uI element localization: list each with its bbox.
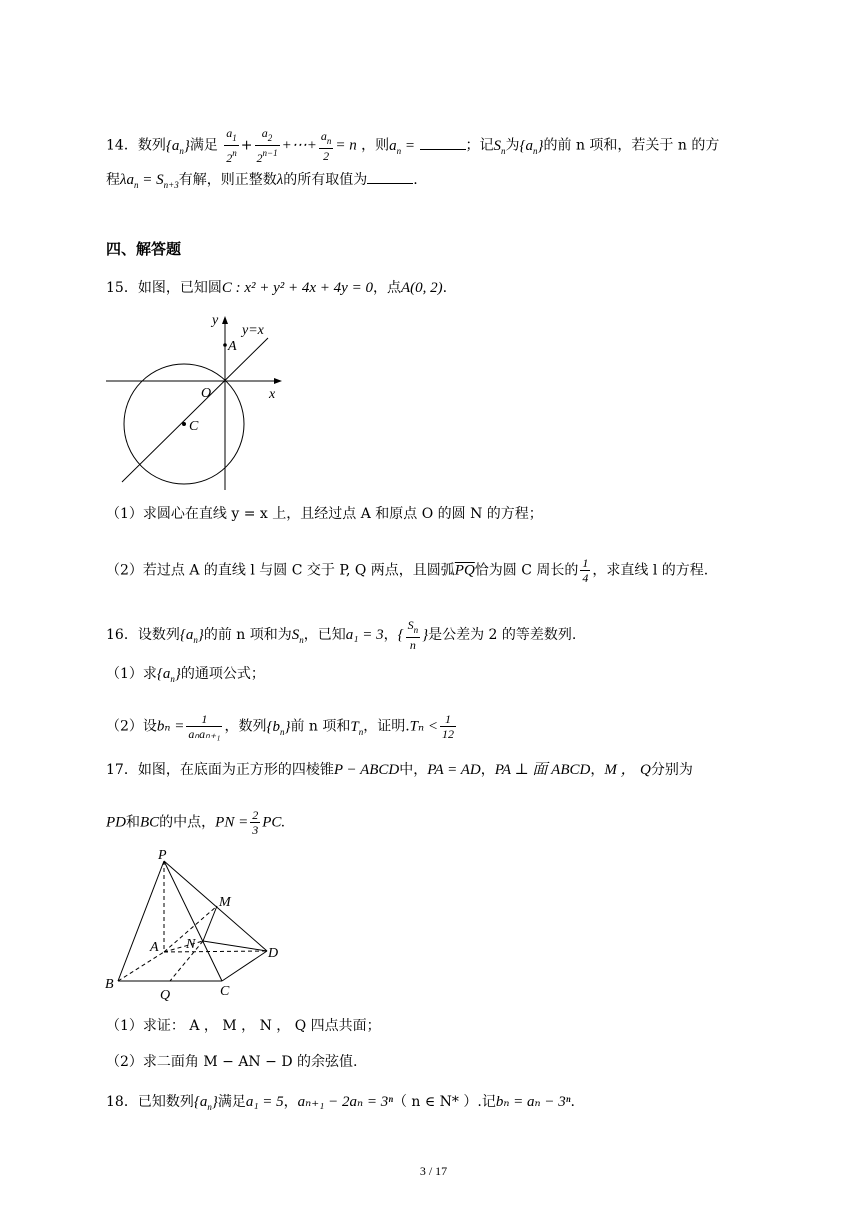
label-o: O (201, 386, 212, 401)
section-heading: 四、解答题 (106, 240, 182, 258)
seg-pd: PD (106, 814, 126, 831)
label-a: A (228, 339, 237, 354)
pn-den: 3 (252, 823, 259, 837)
label-b: B (105, 977, 114, 992)
q18-line1: 18．已知数列$\{a_n\}$满足a₁ = 5，aₙ₊₁ − 2aₙ = 3ⁿ（ n ∈ N* ）.记bₙ = aₙ − 3ⁿ. (106, 1094, 575, 1112)
frac-den: 4 (582, 571, 589, 585)
label-p: P (158, 848, 167, 863)
q14-text: 有解，则正整数 (178, 172, 277, 188)
tn-den: 12 (441, 727, 454, 741)
q16-text: 的前 n 项和为 (203, 627, 292, 643)
q16-text: 前 n 项和 (290, 718, 351, 735)
edge-pc (164, 861, 222, 981)
q17-part2: （2）求二面角 M − AN − D 的余弦值. (106, 1054, 358, 1070)
point-c-dot (182, 422, 186, 426)
pyramid: P − ABCD (333, 762, 400, 778)
bn-den: aₙaₙ₊₁ (188, 727, 221, 741)
seq-an: $\{a_n\}$ (165, 137, 190, 156)
x-arrow-icon (274, 378, 282, 384)
label-c: C (220, 984, 230, 999)
frac-quarter (580, 556, 590, 585)
q17-text: 的中点， (159, 814, 216, 831)
q14-text: ，则 (361, 137, 390, 154)
q14-text: 数列 (137, 137, 166, 154)
q17-text: 如图，在底面为正方形的四棱锥 (137, 762, 334, 778)
label-q-text: Q (640, 762, 651, 778)
q16-text: （2）设 (106, 718, 157, 735)
label-n: N (186, 937, 196, 952)
q16-text: 是公差为 2 的等差数列. (428, 627, 577, 643)
q17-figure (100, 845, 290, 1005)
pn-lhs: PN = (215, 814, 249, 831)
frac-a1: $\frac{a_1}{2^n}$ (226, 126, 237, 165)
q17-text: 中， (399, 762, 428, 778)
q15-part1: （1）求圆心在直线 y = x 上，且经过点 A 和原点 O 的圆 N 的方程； (106, 506, 543, 522)
q17-number: 17． (106, 762, 138, 778)
q18-text: 已知数列 (137, 1094, 194, 1110)
edge-ad (164, 951, 267, 952)
q14-text: ；记 (465, 137, 494, 154)
y-arrow-icon (222, 316, 228, 324)
q14-line1: 14．数列$\{a_n\}$满足 $\frac{a_1}{2^n}$ + $\frac{a_2}{2^{n-1}}$ +⋯+ $\frac{a_n}{2}$ = n ，则$a_n$ = ；记$S_n$为$\{a_n\}$的前 n 项和，若关于 n 的方 (106, 126, 720, 165)
edge-ab (118, 952, 164, 981)
frac-a2: $\frac{a_2}{2^{n-1}}$ (256, 126, 278, 165)
q18-a1: a₁ = 5 (245, 1094, 284, 1110)
q17-text: 分别为 (650, 762, 693, 778)
q16-number: 16． (106, 627, 138, 643)
q14-text: 为 (505, 137, 520, 154)
q15-line1 (106, 278, 447, 298)
q16-text: （1）求 (106, 666, 157, 682)
frac-an: $\frac{a_n}{2}$ (320, 128, 332, 163)
label-c: C (189, 419, 199, 434)
q14-text: 的前 n 项和，若关于 n 的方 (543, 137, 720, 154)
q15-text: ，求直线 l 的方程. (592, 562, 709, 579)
q18-bn: bₙ = aₙ − 3ⁿ (495, 1094, 571, 1110)
q16-text: 设数列 (137, 627, 180, 643)
q15-text: 如图，已知圆 (137, 280, 222, 296)
label-a: A (150, 940, 159, 955)
q17-text: 和 (126, 814, 140, 831)
q16-line1: 16．设数列$\{a_n\}$的前 n 项和为$S_n$，已知a₁ = 3，{ $\frac{S_n}{n}$ }是公差为 2 的等差数列. (106, 618, 577, 652)
q16-text: ，已知 (303, 627, 346, 643)
pn-frac (250, 808, 260, 837)
q16-text: ，证明. (363, 718, 410, 735)
q14-text: 程 (106, 172, 120, 188)
pn-num: 2 (252, 808, 259, 822)
q17-line1: 17．如图，在底面为正方形的四棱锥P − ABCD中，PA = AD，PA ⊥ 面 ABCD，M ， Q分别为 (106, 762, 693, 778)
q15-part2 (106, 556, 708, 585)
q15-text: （2）若过点 A 的直线 l 与圆 C 交于 P, Q 两点，且圆弧 (106, 562, 455, 579)
q18-recurrence: aₙ₊₁ − 2aₙ = 3ⁿ (297, 1094, 393, 1110)
bn-frac (186, 712, 222, 741)
q15-text: ，点 (372, 280, 401, 296)
q18-text: .记 (477, 1094, 496, 1110)
q18-text: 满足 (217, 1094, 246, 1110)
q17-text: ， (590, 762, 605, 778)
point-a: A(0, 2) (400, 280, 443, 296)
label-q: Q (160, 988, 171, 1003)
seg-mn (203, 906, 217, 941)
tn-frac (440, 712, 456, 741)
seg-bc: BC (140, 814, 160, 831)
answer-blank-1[interactable] (420, 137, 466, 150)
edge-pd (164, 861, 267, 951)
bn-num: 1 (186, 712, 222, 727)
q16-part1: （1）求$\{a_n\}$的通项公式； (106, 666, 265, 684)
label-d: D (268, 946, 279, 961)
line-y-eq-x (122, 338, 268, 482)
q15-text: 恰为圆 C 周长的 (474, 562, 579, 579)
edge-cd (222, 951, 267, 981)
q16-text: 的通项公式； (180, 666, 265, 682)
q18-number: 18． (106, 1094, 138, 1110)
cond-1: PA = AD (427, 762, 481, 778)
q18-text: . (570, 1094, 575, 1110)
q14-number: 14． (106, 137, 138, 154)
q15-number: 15． (106, 280, 138, 296)
bn-lhs: bₙ = (156, 718, 185, 735)
q14-line2: 程$\lambda a_n = S_{n+3}$有解，则正整数λ的所有取值为 . (106, 172, 418, 190)
q15-figure (100, 310, 290, 495)
q14-text: 满足 (189, 137, 218, 154)
q16-text: ， (383, 627, 398, 643)
frac-num: 1 (582, 556, 589, 570)
q18-text: ， (283, 1094, 298, 1110)
circle-equation: C : x² + y² + 4x + 4y = 0 (221, 280, 373, 296)
label-y: y (212, 313, 219, 328)
point-a-dot (223, 343, 227, 347)
tn-num: 1 (440, 712, 456, 727)
a1-value: a₁ = 3 (345, 627, 384, 643)
arc-pq: $\overline{PQ}$ (454, 562, 475, 579)
page-number: 3 / 17 (419, 1164, 448, 1178)
answer-blank-2[interactable] (367, 171, 413, 184)
q14-text: . (413, 172, 418, 188)
edge-pb (118, 861, 164, 981)
cond-2: PA ⊥ 面 ABCD (494, 762, 591, 778)
label-line: y=x (242, 323, 264, 338)
q18-domain: （ n ∈ N* ） (392, 1094, 478, 1110)
q14-text: 的所有取值为 (283, 172, 368, 188)
label-x: x (269, 387, 276, 402)
pn-tail: PC. (262, 814, 286, 831)
q15-text: . (442, 280, 448, 296)
tn-lhs: Tₙ < (409, 718, 438, 735)
label-m-text: M ， (604, 762, 636, 778)
q17-part1: （1）求证： A ， M ， N ， Q 四点共面； (106, 1018, 381, 1034)
q16-part2: （2）设bₙ = $\frac{1}{\text{aₙaₙ₊₁}}$ ，数列$\{b_n\}$前 n 项和$T_n$，证明.Tₙ < $\frac{1}{12}$ (106, 712, 454, 741)
label-m: M (219, 895, 231, 910)
q17-line2 (106, 808, 285, 837)
q16-text: ，数列 (224, 718, 267, 735)
